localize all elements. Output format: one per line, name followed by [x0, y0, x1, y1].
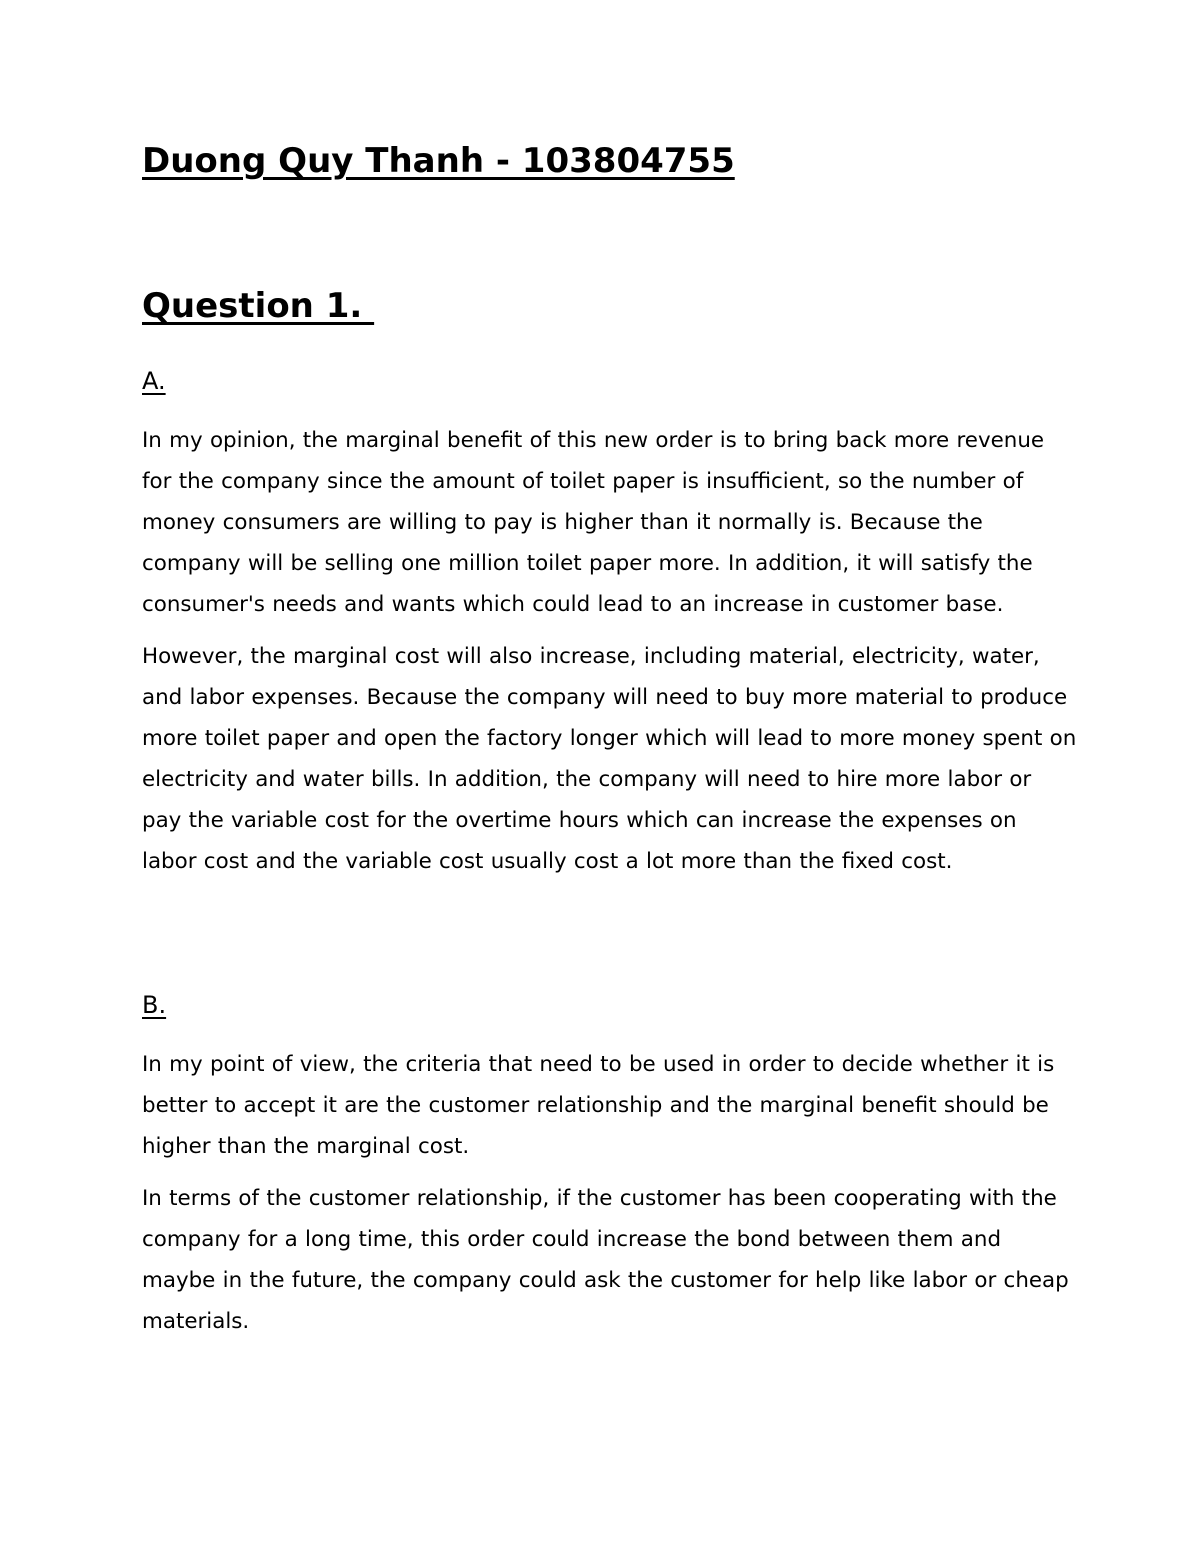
section-b-body	[142, 1044, 1077, 1342]
document-title: Duong Quy Thanh - 103804755	[142, 141, 735, 181]
section-a-paragraph-1: In my opinion, the marginal benefit of this new order is to bring back more revenue for the company since the amount of toilet paper is insufficient, so the number of money consumers are willing to pay is higher than it normally is. Because the company will be selling one million toilet paper more. In addition, it will satisfy the consumer's needs and wants which could lead to an increase in customer base.	[142, 428, 1045, 617]
question-heading: Question 1.	[142, 286, 375, 326]
section-a-label: A.	[142, 367, 166, 395]
section-a-body	[142, 420, 1077, 882]
section-b-label: B.	[142, 991, 167, 1019]
section-a-paragraph-2: However, the marginal cost will also increase, including material, electricity, water, and labor expenses. Because the company will need to buy more material to produce more toilet paper and open the factory longer which will lead to more money spent on electricity and water bills. In addition, the company will need to hire more labor or pay the variable cost for the overtime hours which can increase the expenses on labor cost and the variable cost usually cost a lot more than the fixed cost.	[142, 644, 1077, 874]
section-b-paragraph-1: In my point of view, the criteria that need to be used in order to decide whether it is better to accept it are the customer relationship and the marginal benefit should be higher than the marginal cost.	[142, 1052, 1055, 1159]
section-b-paragraph-2: In terms of the customer relationship, if the customer has been cooperating with the company for a long time, this order could increase the bond between them and maybe in the future, the company could ask the customer for help like labor or cheap materials.	[142, 1186, 1069, 1334]
